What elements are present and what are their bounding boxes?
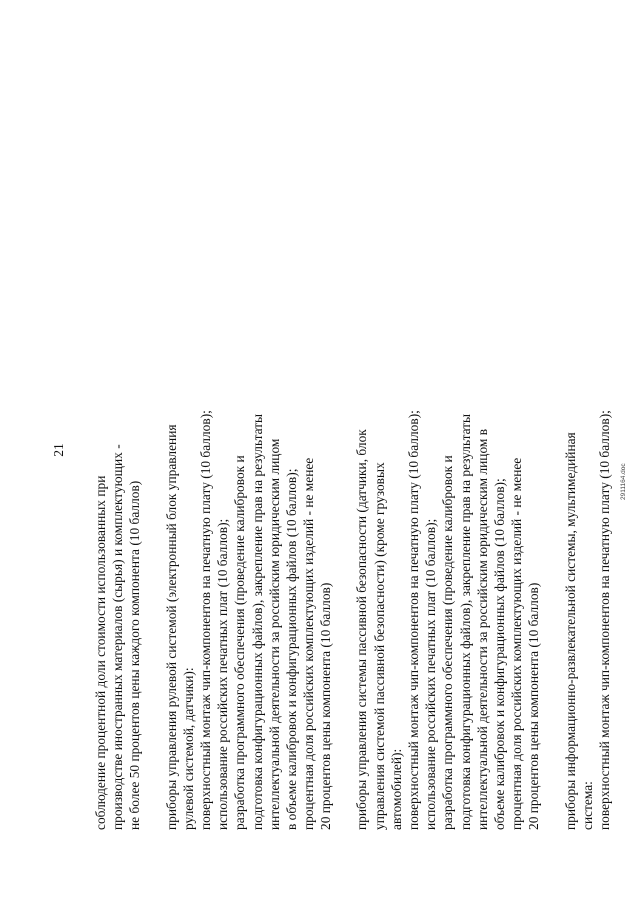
paragraph <box>353 110 542 830</box>
text-line: поверхностный монтаж чип-компонентов на печатную плату (10 баллов); <box>406 410 421 830</box>
text-line: подготовка конфигурационных файлов), закрепление прав на результаты <box>249 413 265 830</box>
text-line: система: <box>579 781 595 830</box>
text-line: приборы управления системы пассивной безопасности (датчики, блок <box>354 429 370 830</box>
text-line: управления системой пассивной безопасности) (кроме грузовых <box>371 462 387 830</box>
text-line: поверхностный монтаж чип-компонентов на печатную плату (10 баллов); <box>596 410 612 830</box>
paragraph <box>562 110 614 830</box>
footer-file-code: 2911164.doc <box>620 463 627 500</box>
text-line: 20 процентов цены компонента (10 баллов) <box>318 582 334 830</box>
text-line: объеме калибровок и конфигурационных файлов (10 баллов); <box>491 478 507 830</box>
text-line: использование российских печатных плат (10 баллов); <box>215 518 231 830</box>
text-line: подготовка конфигурационных файлов), закрепление прав на результаты <box>457 413 473 830</box>
paragraph <box>163 110 335 830</box>
text-line: не более 50 процентов цены каждого компонента (10 баллов) <box>127 480 143 830</box>
page-number: 21 <box>51 443 66 457</box>
text-line: автомобилей): <box>388 748 404 830</box>
text-line: разработка программного обеспечения (проведение калибровок и <box>440 455 456 830</box>
text-line: приборы информационно-развлекательной системы, мультимедийная <box>562 432 578 830</box>
text-line: рулевой системой, датчики): <box>180 667 196 830</box>
text-line: использование российских печатных плат (10 баллов); <box>423 518 439 830</box>
paragraph-gap <box>144 110 163 830</box>
paragraph <box>92 110 144 830</box>
document-body <box>92 110 613 830</box>
rotated-content <box>40 40 612 860</box>
paragraph-gap <box>334 110 353 830</box>
paragraph-gap <box>543 110 562 830</box>
text-line: разработка программного обеспечения (проведение калибровок и <box>232 455 248 830</box>
text-line: интеллектуальной деятельности за российским юридическим лицом <box>266 438 282 830</box>
text-line: поверхностный монтаж чип-компонентов на печатную плату (10 баллов); <box>197 410 213 830</box>
text-line: 20 процентов цены компонента (10 баллов) <box>526 582 542 830</box>
text-line: производстве иностранных материалов (сырья) и комплектующих - <box>110 444 126 830</box>
text-line: в объеме калибровок и конфигурационных файлов (10 баллов); <box>283 468 299 830</box>
text-line: интеллектуальной деятельности за российским юридическим лицом в <box>474 428 490 830</box>
text-line: процентная доля российских комплектующих изделий - не менее <box>301 457 317 830</box>
text-line: приборы управления рулевой системой (электронный блок управления <box>163 424 179 830</box>
text-line: процентная доля российских комплектующих изделий - не менее <box>509 457 525 830</box>
text-line: соблюдение процентной доли стоимости использованных при <box>93 475 108 830</box>
